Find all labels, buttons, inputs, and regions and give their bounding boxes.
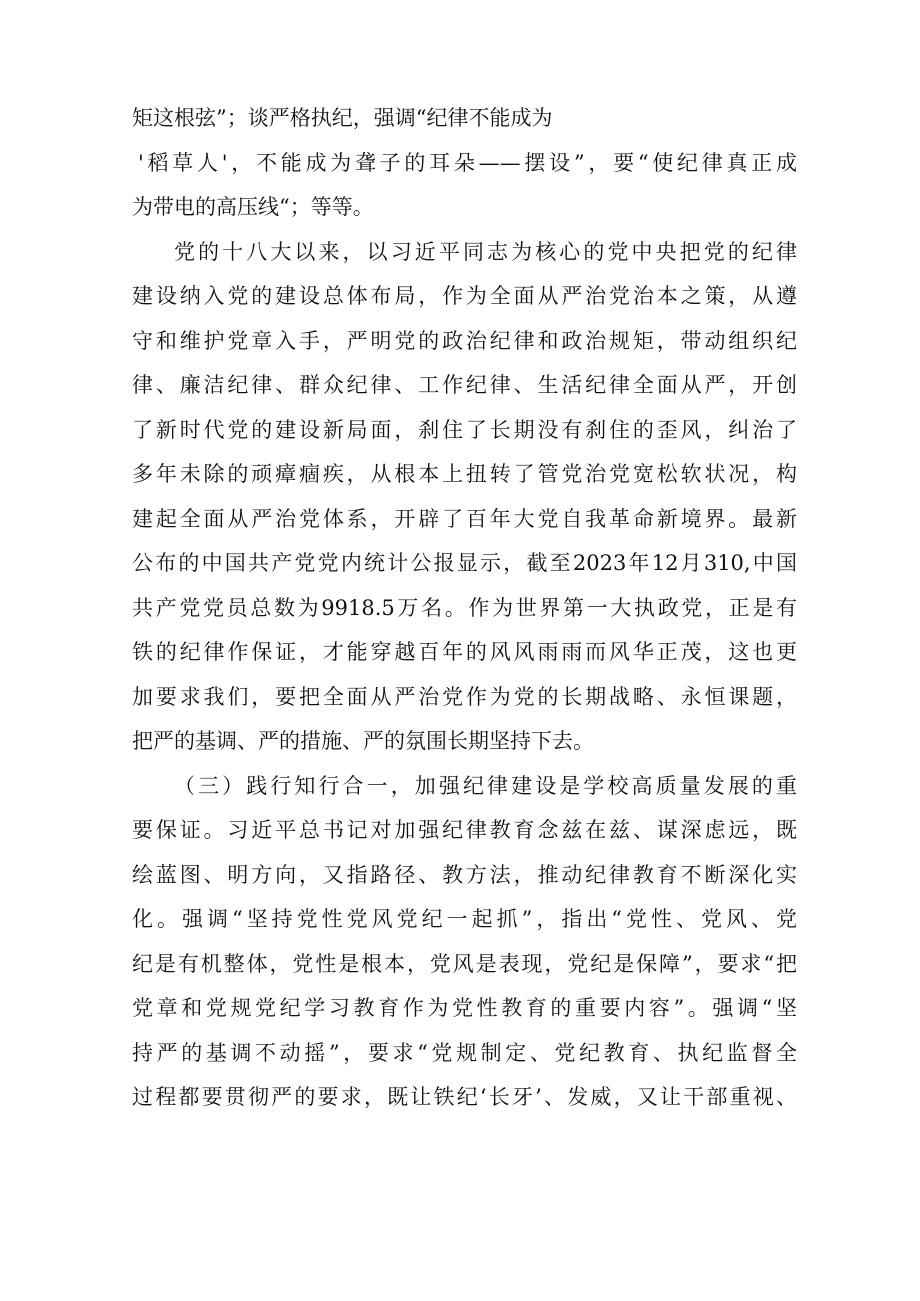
text-line: 守和维护党章入手，严明党的政治纪律和政治规矩，带动组织纪: [132, 328, 797, 353]
text-line: 共产党党员总数为9918.5万名。作为世界第一大执政党，正是有: [132, 595, 797, 620]
text-line: 律、廉洁纪律、群众纪律、工作纪律、生活纪律全面从严，开创: [132, 373, 797, 397]
text-line: 化。强调“坚持党性党风党纪一起抓”，指出“党性、党风、党: [132, 907, 797, 931]
text-line: 多年未除的顽瘴痼疾，从根本上扭转了管党治党宽松软状况，构: [132, 462, 797, 486]
text-line: 持严的基调不动摇”，要求“党规制定、党纪教育、执纪监督全: [132, 1040, 797, 1065]
text-line: 把严的基调、严的措施、严的氛围长期坚持下去。: [132, 729, 594, 753]
text-line: 绘蓝图、明方向，又指路径、教方法，推动纪律教育不断深化实: [132, 862, 797, 887]
text-line: 纪是有机整体，党性是根本，党风是表现，党纪是保障”，要求“把: [132, 951, 797, 976]
text-line: 党章和党规党纪学习教育作为党性教育的重要内容”。强调“坚: [132, 996, 797, 1020]
text-line: 了新时代党的建设新局面，刹住了长期没有刹住的歪风，纠治了: [132, 417, 797, 442]
text-line: 加要求我们，要把全面从严治党作为党的长期战略、永恒课题，: [132, 684, 797, 709]
text-line: 公布的中国共产党党内统计公报显示，截至2023年12月310,中国: [132, 551, 797, 575]
text-line: 过程都要贯彻严的要求，既让铁纪‘长牙’、发威，又让干部重视、: [132, 1085, 797, 1109]
text-line: 要保证。习近平总书记对加强纪律教育念兹在兹、谋深虑远，既: [132, 818, 797, 842]
section-heading-line: （三）践行知行合一，加强纪律建设是学校高质量发展的重: [174, 773, 797, 798]
text-line: '稻草人'，不能成为聋子的耳朵——摆设”，要“使纪律真正成: [138, 150, 797, 175]
text-line: 建设纳入党的建设总体布局，作为全面从严治党治本之策，从遵: [132, 284, 797, 308]
text-line: 为带电的高压线“；等等。: [132, 195, 374, 219]
text-line: 建起全面从严治党体系，开辟了百年大党自我革命新境界。最新: [132, 506, 797, 531]
text-line: 铁的纪律作保证，才能穿越百年的风风雨雨而风华正茂，这也更: [132, 640, 797, 664]
text-line: 矩这根弦”；谈严格执纪，强调“纪律不能成为: [132, 106, 553, 130]
document-body: [132, 96, 797, 1120]
paragraph-start-line: 党的十八大以来，以习近平同志为核心的党中央把党的纪律: [174, 239, 797, 264]
